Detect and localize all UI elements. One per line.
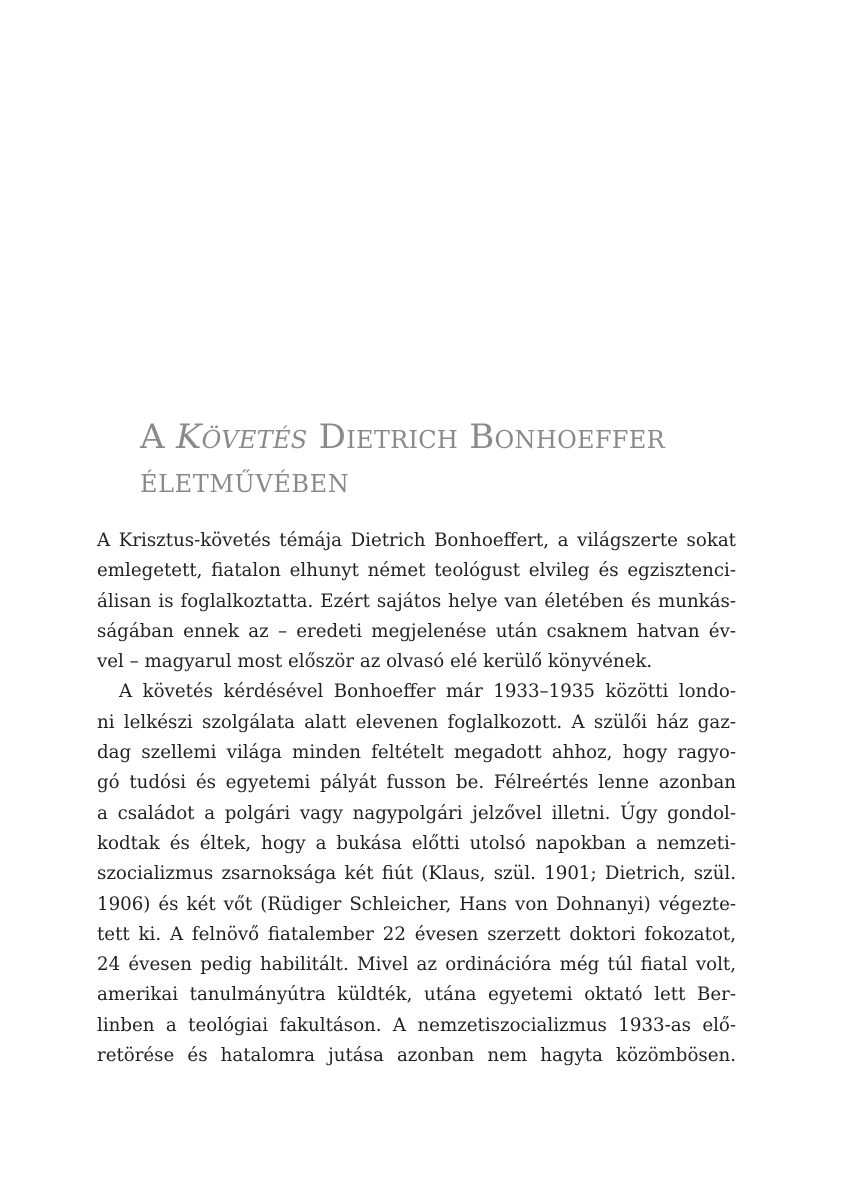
text-line: retörése és hatalomra jutása azonban nem hagyta közömbösen.	[97, 1045, 736, 1067]
text-line: 1906) és két vőt (Rüdiger Schleicher, Hans von Dohnanyi) végezte-	[97, 893, 736, 915]
text-line: vel – magyarul most először az olvasó elé kerülő könyvének.	[97, 651, 653, 673]
heading-book-title: Követés	[175, 417, 308, 457]
text-line: emlegetett, fiatalon elhunyt német teológust elvileg és egzisztenci-	[97, 560, 736, 582]
text-line: álisan is foglalkoztatta. Ezért sajátos helye van életében és munkás-	[97, 590, 736, 612]
text-line: 24 évesen pedig habilitált. Mivel az ordinációra még túl fiatal volt,	[97, 954, 736, 976]
heading-suffix: Dietrich Bonhoeffer	[307, 417, 665, 457]
text-line: gó tudósi és egyetemi pályát fusson be. Félreértés lenne azonban	[97, 772, 736, 794]
text-line: A Krisztus-követés témája Dietrich Bonhoeffert, a világszerte sokat	[97, 530, 736, 551]
text-line: amerikai tanulmányútra küldték, utána egyetemi oktató lett Ber-	[97, 984, 736, 1006]
text-line: ságában ennek az – eredeti megjelenése után csaknem hatvan év-	[97, 620, 736, 642]
heading-prefix: A	[140, 417, 176, 457]
text-line: tett ki. A felnövő fiatalember 22 évesen szerzett doktori fokozatot,	[97, 923, 736, 945]
chapter-heading	[140, 412, 780, 506]
body-text	[97, 526, 736, 1071]
chapter-heading-line-1	[140, 412, 780, 462]
text-line: A követés kérdésével Bonhoeffer már 1933–1935 közötti londo-	[119, 681, 736, 703]
text-line: szocializmus zsarnoksága két fiút (Klaus, szül. 1901; Dietrich, szül.	[97, 863, 736, 885]
text-line: linben a teológiai fakultáson. A nemzetiszocializmus 1933-as elő-	[97, 1014, 736, 1036]
text-line: dag szellemi világa minden feltételt megadott ahhoz, hogy ragyo-	[97, 742, 736, 764]
chapter-heading-line-2: ÉLETMŰVÉBEN	[140, 470, 350, 498]
text-line: a családot a polgári vagy nagypolgári jelzővel illetni. Úgy gondol-	[97, 802, 736, 824]
text-line: kodtak és éltek, hogy a bukása előtti utolsó napokban a nemzeti-	[97, 832, 736, 854]
text-line: ni lelkészi szolgálata alatt elevenen foglalkozott. A szülői ház gaz-	[97, 711, 736, 733]
